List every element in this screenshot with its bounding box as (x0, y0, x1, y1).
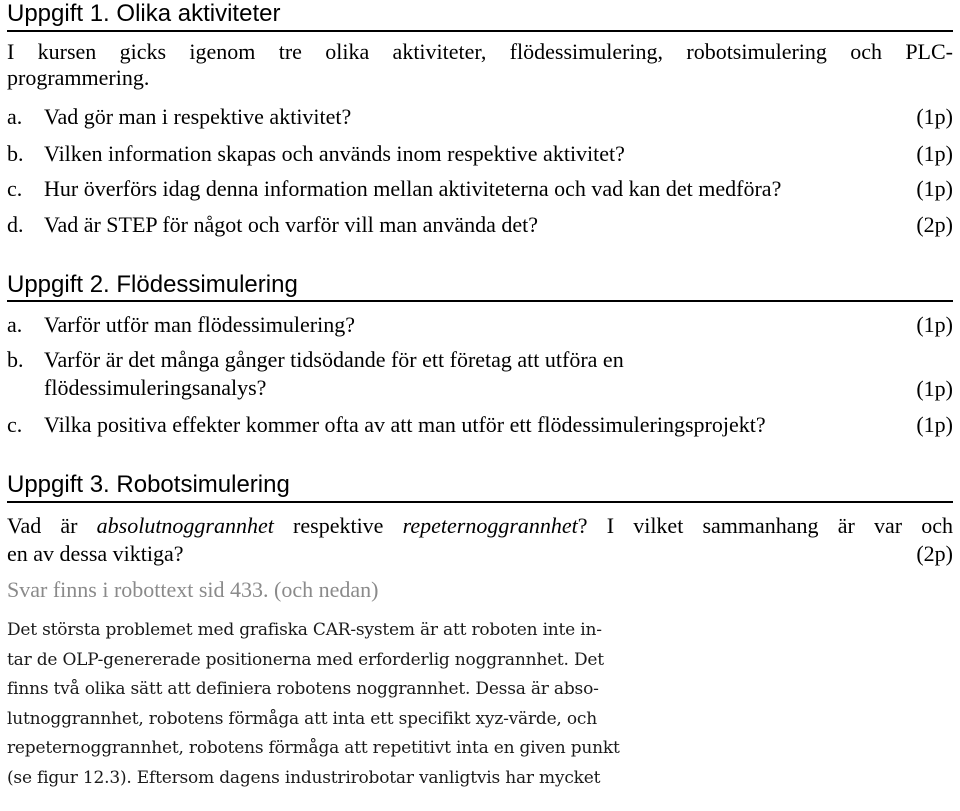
scan-line: tar de OLP-genererade positionerna med erforderlig noggrannhet. Det (7, 649, 604, 670)
u3-q-term-repeter: repeternoggrannhet (402, 513, 578, 538)
u3-question-line1 (7, 513, 953, 539)
u1-qb-label: b. (7, 141, 24, 166)
scan-line: finns två olika sätt att definiera robotens noggrannhet. Dessa är abso- (7, 679, 599, 699)
u3-answer-note: Svar finns i robottext sid 433. (och nedan) (7, 577, 379, 602)
u1-qd-text: Vad är STEP för något och varför vill man använda det? (44, 212, 539, 237)
uppgift1-intro-line2: programmering. (7, 65, 150, 90)
scan-line: repeternoggrannhet, robotens förmåga att repetitivt inta en given punkt (7, 738, 620, 758)
scan-line: (se figur 12.3). Eftersom dagens industrirobotar vanligtvis har mycket (7, 767, 601, 788)
u2-qa-text: Varför utför man flödessimulering? (44, 312, 355, 337)
scan-line: Det största problemet med grafiska CAR-system är att roboten inte in- (7, 620, 602, 640)
u3-q-part1: Vad är (7, 513, 97, 538)
u3-q-part3: ? I vilket sammanhang är var och (577, 513, 954, 538)
u3-q-term-absolut: absolutnoggrannhet (96, 513, 274, 538)
uppgift1-rule (7, 30, 953, 32)
u1-qa-text: Vad gör man i respektive aktivitet? (44, 104, 352, 129)
uppgift3-rule (7, 501, 953, 503)
uppgift1-intro-line1: I kursen gicks igenom tre olika aktiviteter, flödessimulering, robotsimulering och PLC- (7, 39, 953, 64)
scanned-text-excerpt (7, 614, 707, 809)
u1-qb-text: Vilken information skapas och används inom respektive aktivitet? (44, 141, 625, 166)
u2-qb-points: (1p) (916, 376, 953, 401)
u3-q-part2: respektive (273, 513, 403, 538)
u1-qc-label: c. (7, 176, 23, 201)
uppgift2-rule (7, 300, 953, 302)
u2-qa-label: a. (7, 312, 23, 337)
u2-qa-points: (1p) (916, 312, 953, 337)
u3-question-line2: en av dessa viktiga? (7, 541, 184, 566)
u1-qa-points: (1p) (916, 104, 953, 129)
scan-line: lutnoggrannhet, robotens förmåga att inta ett specifikt xyz-värde, och (7, 708, 597, 729)
u1-qb-points: (1p) (916, 141, 953, 166)
u2-qb-label: b. (7, 347, 24, 372)
u1-qc-points: (1p) (916, 176, 953, 201)
u2-qb-text-line2: flödessimuleringsanalys? (44, 375, 267, 400)
u1-qd-points: (2p) (916, 212, 953, 237)
uppgift1-heading: Uppgift 1. Olika aktiviteter (7, 0, 281, 27)
u2-qc-text: Vilka positiva effekter kommer ofta av att man utför ett flödessimuleringsprojekt? (44, 412, 766, 437)
u1-qa-label: a. (7, 104, 23, 129)
u1-qd-label: d. (7, 212, 24, 237)
u1-qc-text: Hur överförs idag denna information mellan aktiviteterna och vad kan det medföra? (44, 176, 782, 201)
uppgift2-heading: Uppgift 2. Flödessimulering (7, 271, 298, 298)
uppgift3-heading: Uppgift 3. Robotsimulering (7, 471, 290, 498)
u3-points: (2p) (916, 541, 953, 566)
u2-qb-text: Varför är det många gånger tidsödande för ett företag att utföra en (44, 347, 624, 372)
u2-qc-points: (1p) (916, 412, 953, 437)
u2-qc-label: c. (7, 412, 23, 437)
